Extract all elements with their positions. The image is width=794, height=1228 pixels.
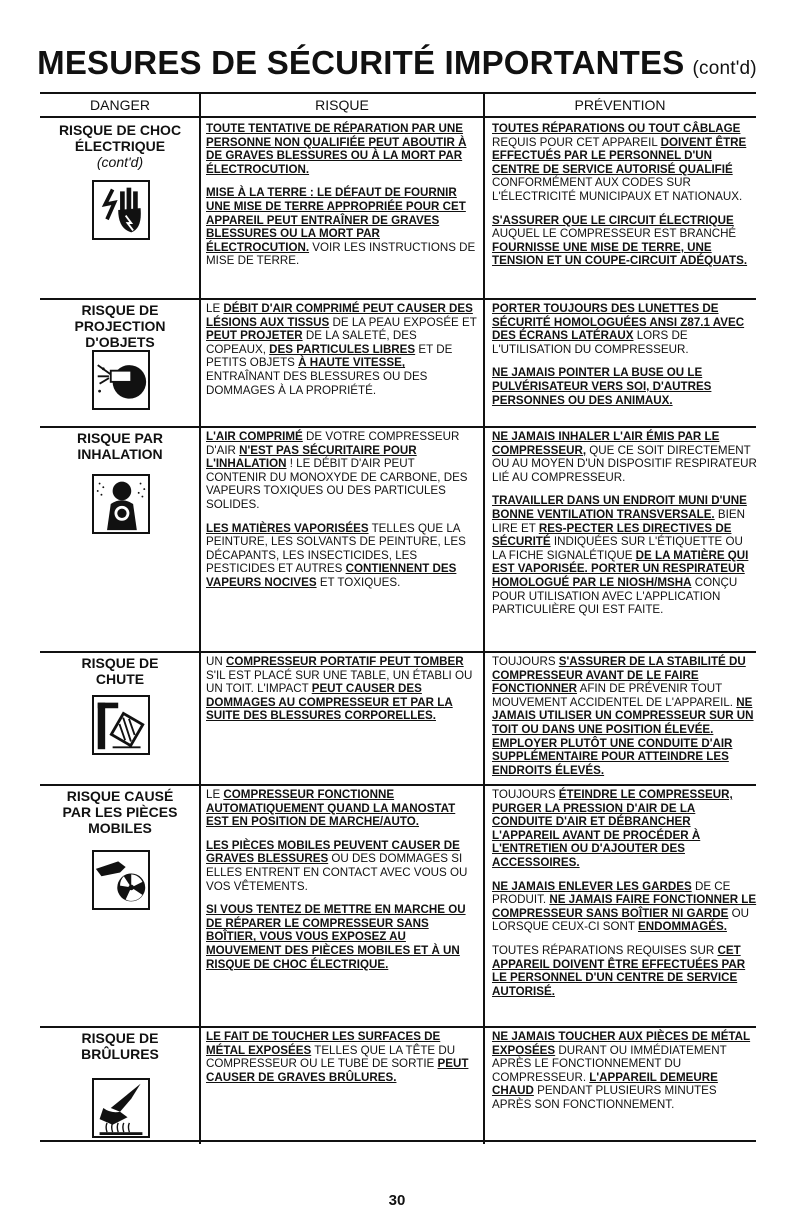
prevention-paragraph: TRAVAILLER DANS UN ENDROIT MUNI D'UNE BONNE VENTILATION TRANSVERSALE. BIEN LIRE ET RES-PECTER LES DIRECTIVES DE SÉCURITÉ INDIQUÉES SUR L'ÉTIQUETTE OU LA FICHE SIGNALÉTIQUE DE LA MATIÈRE QUI EST VAPORISÉE. PORTER UN RESPIRATEUR HOMOLOGUÉ PAR LE NIOSH/MSHA CONÇU POUR UTILISATION AVEC L'APPLICATION PARTICULIÈRE QUI EST FAITE.: [492, 494, 749, 617]
burn-hazard-icon: [92, 1078, 150, 1138]
danger-title: [40, 430, 200, 462]
danger-title-line: RISQUE PAR: [76, 430, 164, 446]
prevention-paragraph: S'ASSURER QUE LE CIRCUIT ÉLECTRIQUE AUQUEL LE COMPRESSEUR EST BRANCHÉ FOURNISSE UNE MISE DE TERRE, UNE TENSION ET UN COUPE-CIRCUIT ADÉQUATS.: [492, 213, 748, 268]
risque-paragraph: LE FAIT DE TOUCHER LES SURFACES DE MÉTAL EXPOSÉES TELLES QUE LA TÊTE DU COMPRESSEUR OU LE TUBE DE SORTIE PEUT CAUSER DE GRAVES BRÛLURES.: [206, 1030, 469, 1084]
page-number: 30: [388, 1192, 406, 1209]
electric-shock-icon: [92, 180, 150, 240]
danger-title: [40, 1030, 200, 1062]
risque-cell: [206, 655, 478, 733]
moving-parts-icon: [92, 850, 150, 910]
danger-title-line: ÉLECTRIQUE: [74, 138, 166, 154]
prevention-cell: [492, 302, 758, 417]
row-separator: [40, 426, 756, 428]
prevention-paragraph: TOUTES RÉPARATIONS REQUISES SUR CET APPAREIL DOIVENT ÊTRE EFFECTUÉES PAR LE PERSONNEL D'UN CENTRE DE SERVICE AUTORISÉ.: [492, 943, 746, 998]
danger-title-line: RISQUE DE: [81, 655, 159, 671]
row-separator: [40, 1140, 756, 1142]
prevention-cell: [492, 122, 758, 278]
table-top-rule: [40, 92, 756, 94]
row-separator: [40, 1026, 756, 1028]
header-rule: [40, 116, 756, 118]
danger-title: [40, 302, 200, 350]
danger-title-line: BRÛLURES: [81, 1046, 159, 1062]
risque-cell: [206, 430, 478, 600]
row-separator: [40, 784, 756, 786]
risque-paragraph: SI VOUS TENTEZ DE METTRE EN MARCHE OU DE RÉPARER LE COMPRESSEUR SANS BOÎTIER, VOUS VOUS EXPOSEZ AU MOUVEMENT DES PIÈCES MOBILES ET À UN RISQUE DE CHOC ÉLECTRIQUE.: [206, 903, 466, 971]
danger-title-line: PROJECTION: [74, 318, 166, 334]
risque-cell: [206, 122, 478, 278]
prevention-cell: [492, 430, 758, 627]
prevention-cell: [492, 788, 758, 1008]
prevention-paragraph: NE JAMAIS TOUCHER AUX PIÈCES DE MÉTAL EXPOSÉES DURANT OU IMMÉDIATEMENT APRÈS LE FONCTIONNEMENT DU COMPRESSEUR. L'APPAREIL DEMEURE CHAUD PENDANT PLUSIEURS MINUTES APRÈS SON FONCTIONNEMENT.: [492, 1030, 751, 1111]
danger-subtitle: (cont'd): [96, 154, 144, 170]
header-risque: RISQUE: [315, 97, 369, 113]
row-separator: [40, 298, 756, 300]
risque-paragraph: LES MATIÈRES VAPORISÉES TELLES QUE LA PEINTURE, LES SOLVANTS DE PEINTURE, LES DÉCAPANTS, LES INSECTICIDES, LES PESTICIDES ET AUTRES CONTIENNENT DES VAPEURS NOCIVES ET TOXIQUES.: [206, 521, 466, 589]
inhalation-icon: [92, 474, 150, 534]
falling-compressor-icon: [92, 695, 150, 755]
header-danger: DANGER: [90, 97, 150, 113]
danger-title: [40, 788, 200, 836]
risque-paragraph: LES PIÈCES MOBILES PEUVENT CAUSER DE GRAVES BLESSURES OU DES DOMMAGES SI ELLES ENTRENT EN CONTACT AVEC VOUS OU VOS VÊTEMENTS.: [206, 838, 468, 893]
prevention-paragraph: TOUTES RÉPARATIONS OU TOUT CÂBLAGE REQUIS POUR CET APPAREIL DOIVENT ÊTRE EFFECTUÉS PAR LE PERSONNEL D'UN CENTRE DE SERVICE AUTORISÉ QUALIFIÉ CONFORMÉMENT AUX CODES SUR L'ÉLECTRICITÉ MUNICIPAUX ET NATIONAUX.: [492, 122, 747, 203]
danger-title-line: INHALATION: [77, 446, 163, 462]
risque-paragraph: UN COMPRESSEUR PORTATIF PEUT TOMBER S'IL EST PLACÉ SUR UNE TABLE, UN ÉTABLI OU UN TOIT. L'IMPACT PEUT CAUSER DES DOMMAGES AU COMPRESSEUR ET PAR LA SUITE DES BLESSURES CORPORELLES.: [206, 655, 473, 723]
prevention-cell: [492, 655, 758, 787]
prevention-paragraph: TOUJOURS ÉTEINDRE LE COMPRESSEUR, PURGER LA PRESSION D'AIR DE LA CONDUITE D'AIR ET DÉBRANCHER L'APPAREIL AVANT DE PROCÉDER À L'ENTRETIEN OU D'AJOUTER DES ACCESSOIRES.: [492, 788, 733, 869]
danger-title-line: RISQUE DE CHOC: [58, 122, 182, 138]
column-divider-1: [199, 92, 201, 1144]
risque-cell: [206, 788, 478, 981]
risque-paragraph: LE DÉBIT D'AIR COMPRIMÉ PEUT CAUSER DES LÉSIONS AUX TISSUS DE LA PEAU EXPOSÉE ET PEUT PROJETER DE LA SALETÉ, DES COPEAUX, DES PARTICULES LIBRES ET DE PETITS OBJETS À HAUTE VITESSE, ENTRAÎNANT DES BLESSURES OU DES DOMMAGES À LA PROPRIÉTÉ.: [206, 302, 477, 397]
danger-title-line: MOBILES: [88, 820, 152, 836]
risque-paragraph: TOUTE TENTATIVE DE RÉPARATION PAR UNE PERSONNE NON QUALIFIÉE PEUT ABOUTIR À DE GRAVES BLESSURES OU À LA MORT PAR ÉLECTROCUTION.: [206, 122, 467, 176]
risque-paragraph: MISE À LA TERRE : LE DÉFAUT DE FOURNIR UNE MISE DE TERRE APPROPRIÉE POUR CET APPAREIL PEUT ENTRAÎNER DE GRAVES BLESSURES OU LA MORT PAR ÉLECTROCUTION. VOIR LES INSTRUCTIONS DE MISE DE TERRE.: [206, 186, 476, 268]
danger-title-line: RISQUE DE: [81, 1030, 159, 1046]
prevention-paragraph: NE JAMAIS ENLEVER LES GARDES DE CE PRODUIT. NE JAMAIS FAIRE FONCTIONNER LE COMPRESSEUR SANS BOÎTIER NI GARDE OU LORSQUE CEUX-CI SONT ENDOMMAGÉS.: [492, 879, 757, 934]
danger-title-line: D'OBJETS: [85, 334, 155, 350]
prevention-paragraph: NE JAMAIS POINTER LA BUSE OU LE PULVÉRISATEUR VERS SOI, D'AUTRES PERSONNES OU DES ANIMAUX.: [492, 366, 712, 407]
prevention-paragraph: NE JAMAIS INHALER L'AIR ÉMIS PAR LE COMPRESSEUR, QUE CE SOIT DIRECTEMENT OU AU MOYEN D'UN DISPOSITIF RESPIRATEUR LIÉ AU COMPRESSEUR.: [492, 430, 757, 484]
danger-title: [40, 122, 200, 170]
prevention-paragraph: TOUJOURS S'ASSURER DE LA STABILITÉ DU COMPRESSEUR AVANT DE LE FAIRE FONCTIONNER AFIN DE PRÉVENIR TOUT MOUVEMENT ACCIDENTEL DE L'APPAREIL. NE JAMAIS UTILISER UN COMPRESSEUR SUR UN TOIT OU DANS UNE POSITION ÉLEVÉE. EMPLOYER PLUTÔT UNE CONDUITE D'AIR SUPPLÉMENTAIRE POUR ATTEINDRE LES ENDROITS ÉLEVÉS.: [492, 655, 754, 777]
flying-objects-icon: [92, 350, 150, 410]
risque-cell: [206, 302, 478, 407]
danger-title-line: PAR LES PIÈCES: [62, 804, 178, 820]
danger-title: [40, 655, 200, 687]
prevention-cell: [492, 1030, 758, 1122]
danger-title-line: CHUTE: [95, 671, 145, 687]
title-contd: (cont'd): [692, 58, 757, 79]
danger-title-line: RISQUE DE: [81, 302, 159, 318]
header-prevention: PRÉVENTION: [574, 97, 666, 113]
prevention-paragraph: PORTER TOUJOURS DES LUNETTES DE SÉCURITÉ HOMOLOGUÉES ANSI Z87.1 AVEC DES ÉCRANS LATÉRAUX LORS DE L'UTILISATION DU COMPRESSEUR.: [492, 302, 745, 356]
risque-cell: [206, 1030, 478, 1094]
risque-paragraph: LE COMPRESSEUR FONCTIONNE AUTOMATIQUEMENT QUAND LA MANOSTAT EST EN POSITION DE MARCHE/AUTO.: [206, 788, 456, 829]
column-divider-2: [483, 92, 485, 1144]
row-separator: [40, 651, 756, 653]
danger-title-line: RISQUE CAUSÉ: [66, 788, 174, 804]
page-title: MESURES DE SÉCURITÉ IMPORTANTES (cont'd): [37, 44, 757, 81]
risque-paragraph: L'AIR COMPRIMÉ DE VOTRE COMPRESSEUR D'AIR N'EST PAS SÉCURITAIRE POUR L'INHALATION ! LE DÉBIT D'AIR PEUT CONTENIR DU MONOXYDE DE CARBONE, DES VAPEURS TOXIQUES OU DES PARTICULES SOLIDES.: [206, 430, 468, 511]
